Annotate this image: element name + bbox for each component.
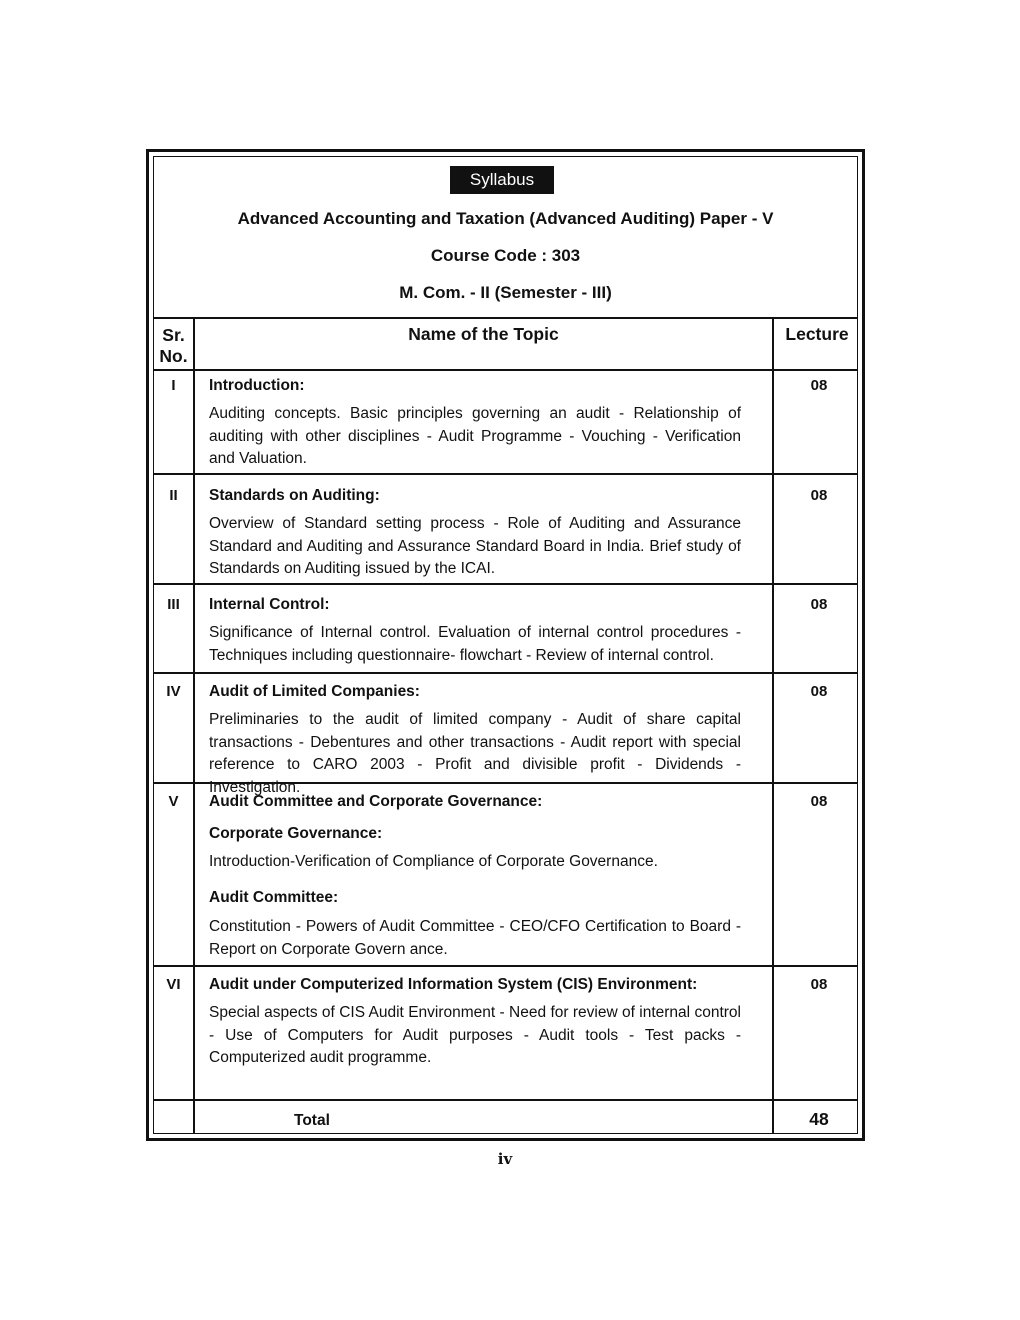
- program-semester: M. Com. - II (Semester - III): [399, 283, 612, 302]
- column-header-sr: [154, 325, 193, 367]
- syllabus-header: [154, 157, 857, 319]
- row-sr-number: V: [168, 793, 179, 810]
- row-topic-title: Audit of Limited Companies:: [209, 683, 420, 700]
- row-lecture-count: 08: [810, 487, 828, 504]
- row-subtopic-description: Constitution - Powers of Audit Committee - CEO/CFO Certification to Board - Report on Corporate Govern ance.: [209, 918, 741, 958]
- column-header-topic: Name of the Topic: [408, 324, 559, 344]
- row-divider: [154, 965, 857, 967]
- row-divider: [154, 782, 857, 784]
- row-lecture-count: 08: [810, 976, 828, 993]
- paper-title: Advanced Accounting and Taxation (Advanced Auditing) Paper - V: [237, 209, 774, 228]
- row-topic-description: Significance of Internal control. Evaluation of internal control procedures - Techniques including questionnaire- flowchart - Review of internal control.: [209, 624, 741, 664]
- row-topic-title: Introduction:: [209, 377, 305, 394]
- column-divider: [772, 317, 774, 1133]
- row-divider: [154, 473, 857, 475]
- syllabus-frame: [146, 149, 865, 1141]
- row-topic-description: Overview of Standard setting process - Role of Auditing and Assurance Standard and Auditing and Assurance Standard Board in India. Brief study of Standards on Auditing issued by the ICAI.: [209, 515, 741, 577]
- row-divider: [154, 672, 857, 674]
- row-lecture-count: 08: [810, 793, 828, 810]
- row-divider: [154, 369, 857, 371]
- row-sr-number: I: [171, 377, 176, 394]
- row-subtopic-title: Audit Committee:: [209, 889, 339, 906]
- column-header-sr-line2: No.: [159, 346, 188, 366]
- column-header-sr-line1: Sr.: [162, 325, 185, 345]
- column-divider: [193, 317, 195, 1133]
- row-subtopic-description: Introduction-Verification of Compliance of Corporate Governance.: [209, 853, 658, 870]
- row-sr-number: IV: [166, 683, 181, 700]
- total-label: Total: [294, 1112, 330, 1129]
- row-topic-title: Standards on Auditing:: [209, 487, 380, 504]
- page-number: iv: [497, 1150, 513, 1168]
- syllabus-badge: Syllabus: [450, 166, 554, 194]
- row-lecture-count: 08: [810, 377, 828, 394]
- row-lecture-count: 08: [810, 596, 828, 613]
- row-topic-title: Audit under Computerized Information System (CIS) Environment:: [209, 976, 698, 993]
- row-topic-description: Auditing concepts. Basic principles governing an audit - Relationship of auditing with other disciplines - Audit Programme - Vouching - Verification and Valuation.: [209, 405, 741, 467]
- row-sr-number: II: [169, 487, 178, 504]
- course-code: Course Code : 303: [430, 246, 581, 265]
- row-topic-description: Special aspects of CIS Audit Environment - Need for review of internal control - Use of Computers for Audit purposes - Audit tools - Test packs - Computerized audit programme.: [209, 1004, 741, 1066]
- row-topic-description: Preliminaries to the audit of limited company - Audit of share capital transactions - Debentures and other transactions - Audit report with special reference to CARO 2003 - Profit and divisible profit - Dividends - Investigation.: [209, 711, 741, 796]
- row-topic-title: Audit Committee and Corporate Governance:: [209, 793, 543, 810]
- row-divider: [154, 1099, 857, 1101]
- row-lecture-count: 08: [810, 683, 828, 700]
- row-topic-title: Internal Control:: [209, 596, 330, 613]
- row-sr-number: III: [167, 596, 180, 613]
- row-subtopic-title: Corporate Governance:: [209, 825, 383, 842]
- syllabus-table: [153, 156, 858, 1134]
- row-sr-number: VI: [166, 976, 181, 993]
- column-header-lecture: Lecture: [785, 324, 849, 344]
- row-divider: [154, 583, 857, 585]
- total-value: 48: [809, 1109, 829, 1129]
